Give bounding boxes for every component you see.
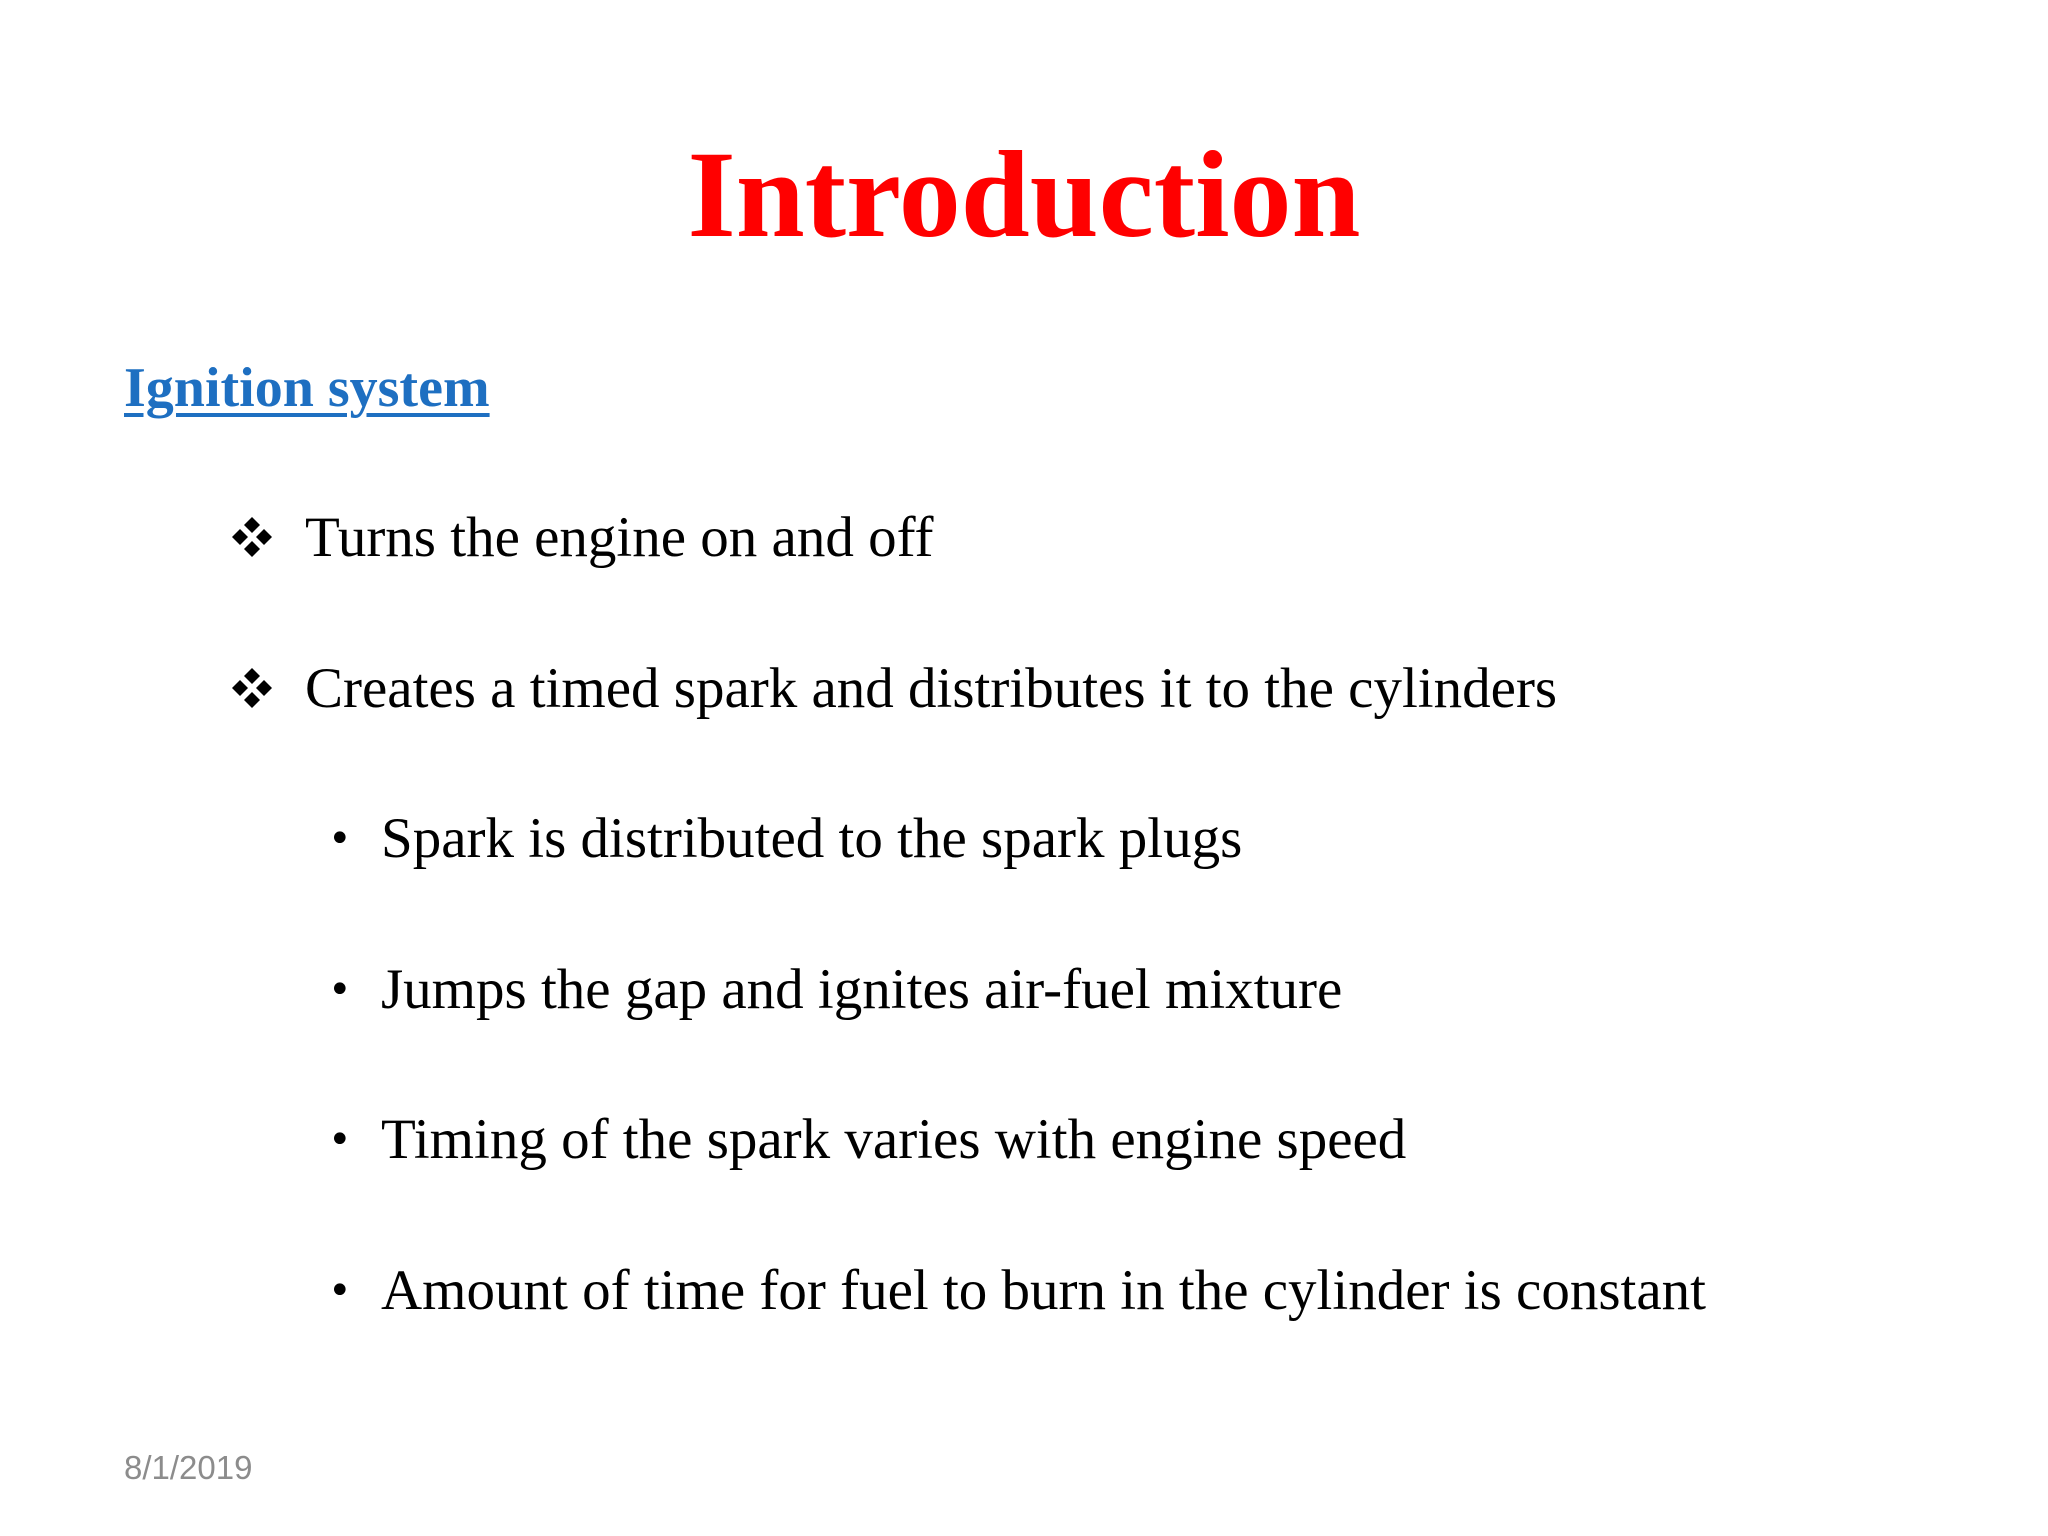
slide-date: 8/1/2019 (124, 1449, 253, 1486)
bullet-dot-icon: • (328, 1117, 352, 1163)
bullet-dot-icon: • (328, 967, 352, 1013)
diamond-icon (230, 515, 274, 559)
sub-bullet-text: Spark is distributed to the spark plugs (381, 807, 1243, 870)
bullet-dot-icon: • (328, 1268, 352, 1314)
bullet-text: Creates a timed spark and distributes it to the cylinders (305, 657, 1558, 720)
section-heading-link[interactable]: Ignition system (124, 357, 490, 419)
diamond-icon (230, 666, 274, 710)
sub-bullet-text: Timing of the spark varies with engine speed (381, 1108, 1407, 1171)
sub-bullet-text: Jumps the gap and ignites air-fuel mixture (381, 958, 1343, 1021)
bullet-text: Turns the engine on and off (305, 506, 934, 569)
sub-bullet-text: Amount of time for fuel to burn in the cylinder is constant (381, 1259, 1706, 1322)
slide-title: Introduction (687, 126, 1361, 263)
bullet-dot-icon: • (328, 816, 352, 862)
